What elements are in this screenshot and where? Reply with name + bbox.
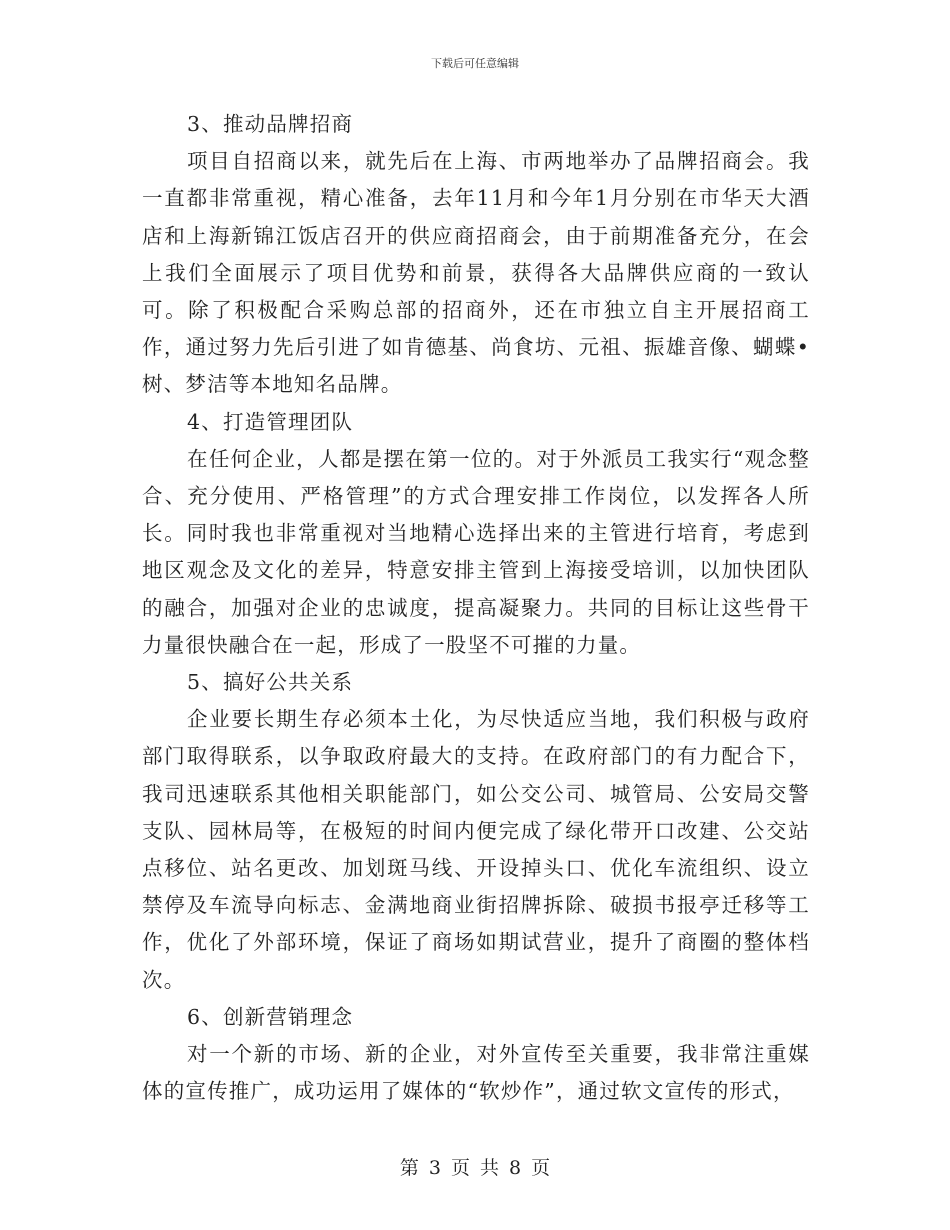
page-number-footer: 第 3 页 共 8 页	[399, 1157, 551, 1179]
section-paragraph-3: 项目自招商以来，就先后在上海、市两地举办了品牌招商会。我一直都非常重视，精心准备，去年11月和今年1月分别在市华天大酒店和上海新锦江饭店召开的供应商招商会，由于前期准备充分，在会上我们全面展示了项目优势和前景，获得各大品牌供应商的一致认可。除了积极配合采购总部的招商外，还在市独立自主开展招商工作，通过努力先后引进了如肯德基、尚食坊、元祖、振雄音像、蝴蝶•树、梦洁等本地知名品牌。	[142, 149, 810, 397]
section-paragraph-4: 在任何企业，人都是摆在第一位的。对于外派员工我实行“观念整合、充分使用、严格管理”的方式合理安排工作岗位，以发挥各人所长。同时我也非常重视对当地精心选择出来的主管进行培育，考虑到地区观念及文化的差异，特意安排主管到上海接受培训，以加快团队的融合，加强对企业的忠诚度，提高凝聚力。共同的目标让这些骨干力量很快融合在一起，形成了一股坚不可摧的力量。	[142, 446, 810, 657]
section-paragraph-5: 企业要长期生存必须本土化，为尽快适应当地，我们积极与政府部门取得联系，以争取政府最大的支持。在政府部门的有力配合下，我司迅速联系其他相关职能部门，如公交公司、城管局、公安局交警支队、园林局等，在极短的时间内便完成了绿化带开口改建、公交站点移位、站名更改、加划斑马线、开设掉头口、优化车流组织、设立禁停及车流导向标志、金满地商业街招牌拆除、破损书报亭迁移等工作，优化了外部环境，保证了商场如期试营业，提升了商圈的整体档次。	[142, 707, 810, 992]
section-heading-4: 4、打造管理团队	[187, 409, 354, 434]
document-body	[142, 106, 810, 1110]
section-heading-3: 3、推动品牌招商	[187, 112, 354, 136]
page-header-note: 下载后可任意编辑	[431, 57, 519, 70]
section-paragraph-6: 对一个新的市场、新的企业，对外宣传至关重要，我非常注重媒体的宣传推广，成功运用了媒体的“软炒作”，通过软文宣传的形式，	[142, 1042, 810, 1104]
section-heading-6: 6、创新营销理念	[187, 1004, 354, 1029]
section-heading-5: 5、搞好公共关系	[187, 670, 354, 695]
